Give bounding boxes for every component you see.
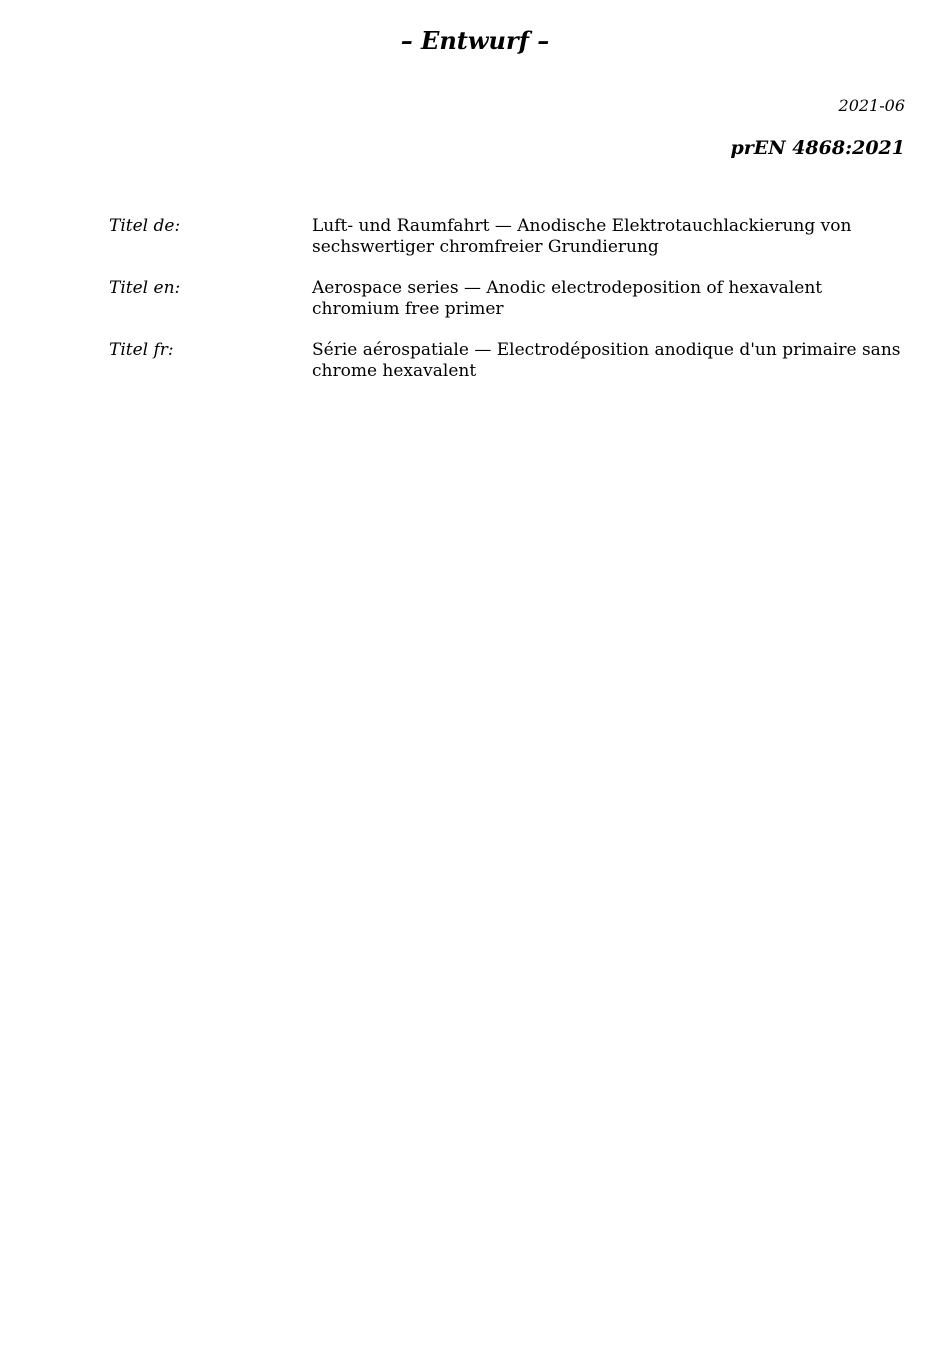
title-row-fr — [109, 340, 905, 382]
document-id: prEN 4868:2021 — [730, 137, 905, 159]
document-date: 2021-06 — [838, 96, 905, 115]
title-text-fr: Série aérospatiale — Electrodéposition anodique d'un primaire sans chrome hexavalent — [312, 340, 901, 381]
title-label-fr: Titel fr: — [109, 340, 174, 360]
title-row-en — [109, 278, 905, 320]
draft-heading: – Entwurf – — [400, 26, 550, 55]
title-label-de: Titel de: — [109, 216, 181, 236]
title-text-en: Aerospace series — Anodic electrodeposition of hexavalent chromium free primer — [312, 278, 823, 319]
title-label-en: Titel en: — [109, 278, 181, 298]
title-table — [109, 216, 905, 402]
title-row-de — [109, 216, 905, 258]
title-text-de: Luft- und Raumfahrt — Anodische Elektrotauchlackierung von sechswertiger chromfreier Grundierung — [312, 216, 852, 257]
